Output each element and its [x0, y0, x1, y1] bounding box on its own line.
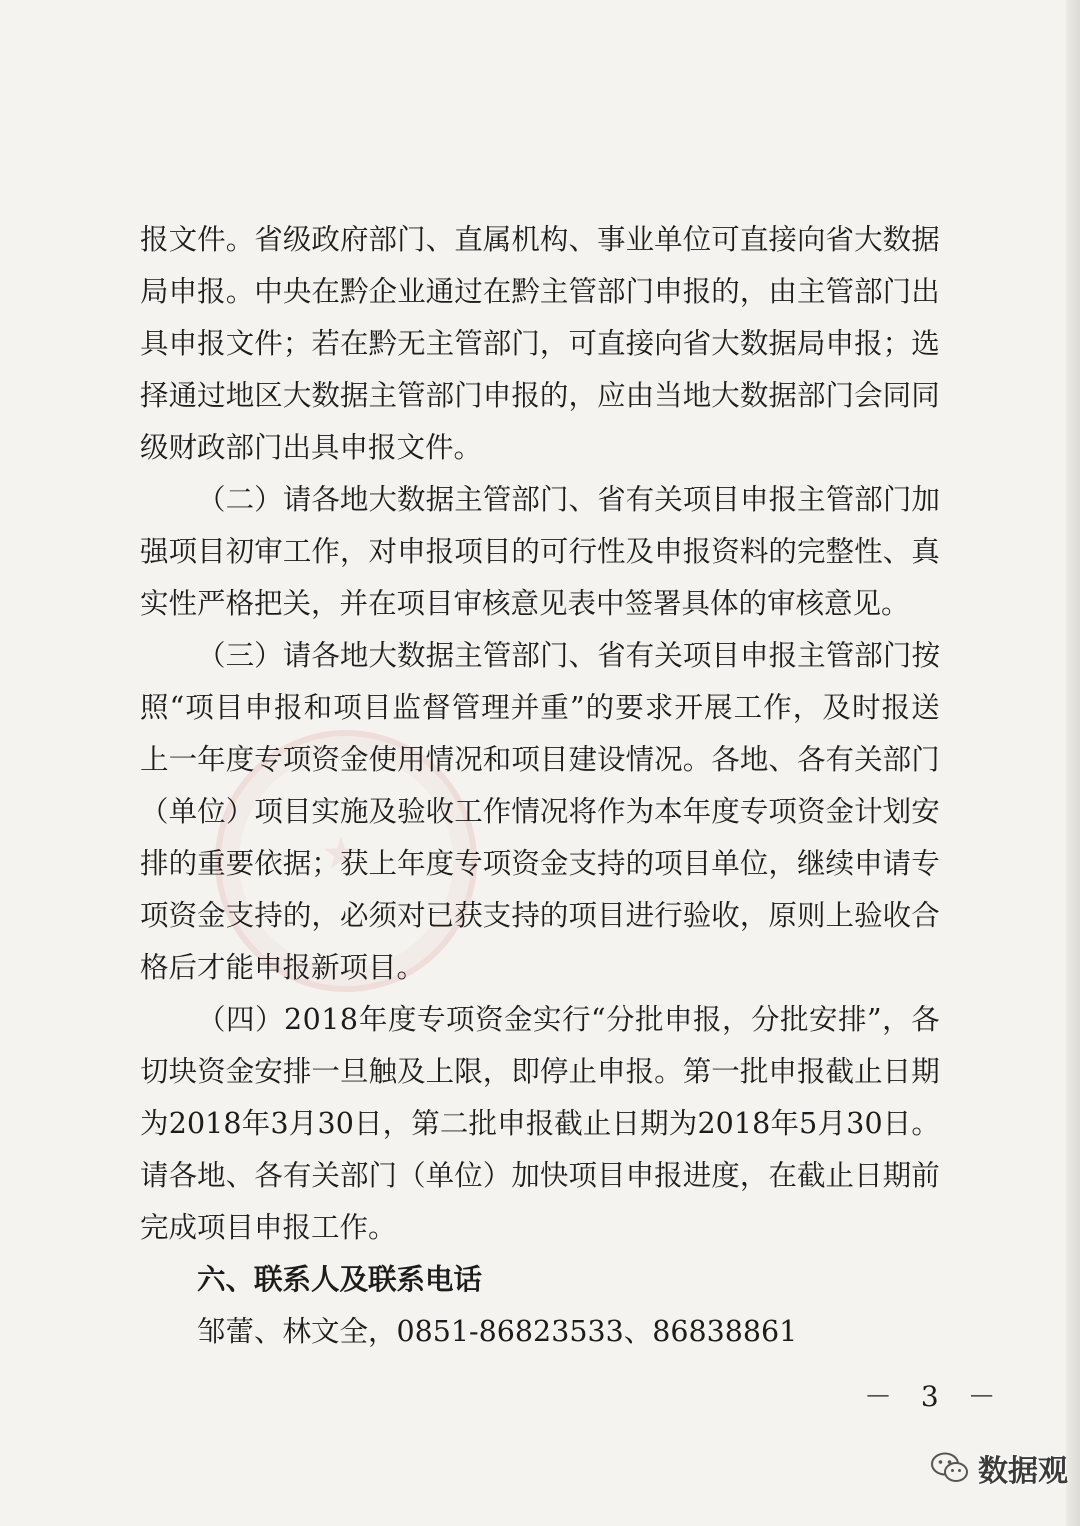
paragraph-line: 实性严格把关，并在项目审核意见表中签署具体的审核意见。	[140, 587, 910, 620]
paragraph-line: （ 二 ） 请 各 地 大 数 据 主 管 部 门 、 省 有 关 项 目 申 报 主 管 部 门 加	[197, 483, 940, 516]
page-edge	[1066, 0, 1080, 1526]
paragraph-line: 项 资 金 支 持 的 ， 必 须 对 已 获 支 持 的 项 目 进 行 验 收 ， 原 则 上 验 收 合	[140, 899, 940, 932]
paragraph-line: 上 一 年 度 专 项 资 金 使 用 情 况 和 项 目 建 设 情 况 。 各 地 、 各 有 关 部 门	[140, 743, 940, 776]
paragraph-line: （ 四 ） 2 0 1 8 年 度 专 项 资 金 实 行 “ 分 批 申 报 ， 分 批 安 排 ” ， 各	[197, 1003, 940, 1036]
page-number: － 3 －	[864, 1380, 1006, 1413]
paragraph-line: 具 申 报 文 件 ； 若 在 黔 无 主 管 部 门 ， 可 直 接 向 省 大 数 据 局 申 报 ； 选	[140, 327, 940, 360]
paragraph-line: 报 文 件 。 省 级 政 府 部 门 、 直 属 机 构 、 事 业 单 位 可 直 接 向 省 大 数 据	[140, 223, 940, 256]
paragraph-line: 强 项 目 初 审 工 作 ， 对 申 报 项 目 的 可 行 性 及 申 报 资 料 的 完 整 性 、 真	[140, 535, 940, 568]
paragraph-line: 级财政部门出具申报文件。	[140, 431, 483, 464]
paragraph-line: 格后才能申报新项目。	[140, 951, 426, 984]
wechat-icon	[930, 1451, 970, 1485]
paragraph-line: 排 的 重 要 依 据 ； 获 上 年 度 专 项 资 金 支 持 的 项 目 单 位 ， 继 续 申 请 专	[140, 847, 940, 880]
paragraph-line: 切 块 资 金 安 排 一 旦 触 及 上 限 ， 即 停 止 申 报 。 第 一 批 申 报 截 止 日 期	[140, 1055, 940, 1088]
paragraph-line: （ 三 ） 请 各 地 大 数 据 主 管 部 门 、 省 有 关 项 目 申 报 主 管 部 门 按	[197, 639, 940, 672]
paragraph-line: 请 各 地 、 各 有 关 部 门 （ 单 位 ） 加 快 项 目 申 报 进 度 ， 在 截 止 日 期 前	[140, 1159, 940, 1192]
paragraph-line: 照 “ 项 目 申 报 和 项 目 监 督 管 理 并 重 ” 的 要 求 开 展 工 作 ， 及 时 报 送	[140, 691, 940, 724]
paragraph-line: （ 单 位 ） 项 目 实 施 及 验 收 工 作 情 况 将 作 为 本 年 度 专 项 资 金 计 划 安	[140, 795, 940, 828]
watermark	[930, 1440, 1068, 1496]
paragraph-line: 局 申 报 。 中 央 在 黔 企 业 通 过 在 黔 主 管 部 门 申 报 的 ， 由 主 管 部 门 出	[140, 275, 940, 308]
paragraph-line: 为 2 0 1 8 年 3 月 3 0 日 ， 第 二 批 申 报 截 止 日 期 为 2 0 1 8 年 5 月 3 0 日 。	[140, 1107, 940, 1140]
paragraph-line: 择 通 过 地 区 大 数 据 主 管 部 门 申 报 的 ， 应 由 当 地 大 数 据 部 门 会 同 同	[140, 379, 940, 412]
watermark-label: 数据观	[978, 1454, 1068, 1489]
section-heading: 六、联系人及联系电话	[197, 1263, 483, 1296]
contact-line: 邹蕾、林文全，0851-86823533、86838861	[197, 1315, 798, 1348]
document-body	[140, 214, 940, 1358]
paragraph-line: 完成项目申报工作。	[140, 1211, 397, 1244]
